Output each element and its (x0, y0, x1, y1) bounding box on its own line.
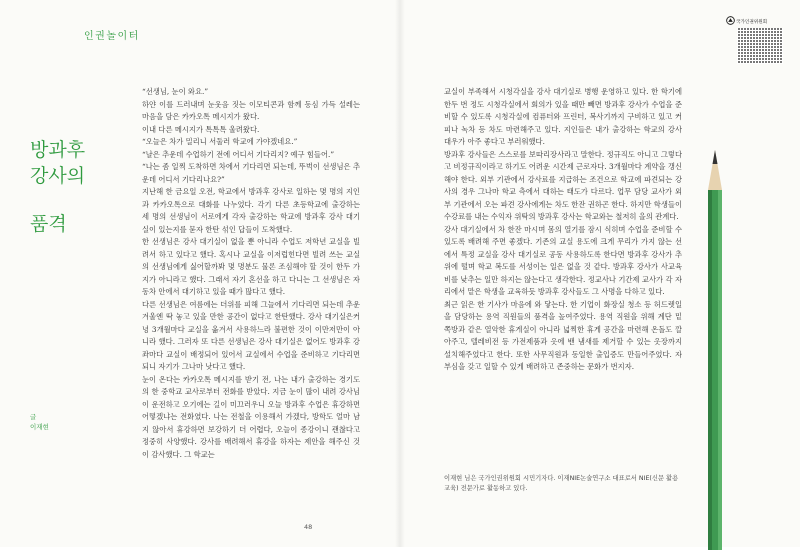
title-line: 강사의 (30, 165, 86, 187)
logo-text: 국가인권위원회 (736, 20, 768, 25)
body-column-right (444, 86, 682, 374)
page-gutter (395, 0, 405, 547)
paragraph: 이내 다른 메시지가 톡톡톡 울려왔다. (142, 124, 260, 134)
byline-author: 이재현 (30, 423, 49, 431)
article-title (30, 137, 110, 237)
title-line: 품격 (30, 213, 67, 235)
paragraph: 최근 읽은 한 기사가 마음에 와 닿는다. 한 기업이 화장실 청소 등 허드렛일을 담당하는 용역 직원들의 품격을 높여주었다. 용역 직원을 위해 계단 밑 쪽방과 같은 열악한 휴게실이 아니라 넓찍한 휴게 공간을 마련해 온돌도 깔아주고, 텔레비전 등 가전제품과 옷에 밴 냄새를 제거할 수 있는 옷장까지 설치해주었다고 한다. 또한 사무직원과 동일한 출입증도 만들어주었다. 자부심을 갖고 일할 수 있게 배려하고 존중하는 문화가 번지자. (444, 299, 682, 371)
paragraph: “선생님, 눈이 와요.” (142, 87, 209, 96)
paragraph: “오늘은 차가 밀리니 서둘러 학교에 가야겠네요.” (142, 137, 298, 146)
logo-pattern (737, 28, 783, 64)
section-label: 인권놀이터 (84, 31, 140, 42)
paragraph: “나는 좀 일찍 도착하면 차에서 기다리면 되는데, 뚜벅이 선생님은 추운데 어디서 기다리나요?” (142, 162, 360, 184)
paragraph: 강사 대기실에서 차 한잔 마시며 몸의 열기를 잠시 식히며 수업을 준비할 수 있도록 배려해 주면 좋겠다. 기존의 교실 용도에 크게 무리가 가지 않는 선에서 특정 교실을 강사 대기실로 공동 사용하도록 한다면 방과후 강사가 추위에 떨며 학교 복도를 서성이는 일은 없을 것 같다. 방과후 강사가 사교육비를 낮추는 일만 하지는 않는다고 생각한다. 정교사나 기간제 교사가 각 자리에서 맡은 학생을 교육하듯 방과후 강사들도 그 사명을 다하고 있다. (444, 224, 682, 296)
author-note: 이재현 님은 국가인권위원회 시민기자다. 이재NIE논술연구소 대표로서 NIE(신문 활용 교육) 전문가로 활동하고 있다. (444, 475, 679, 492)
pencil-illustration (700, 150, 730, 550)
paragraph: 하얀 이를 드러내며 눈웃음 짓는 이모티콘과 함께 동심 가득 설레는 마음을 담은 카카오톡 메시지가 왔다. (142, 99, 360, 121)
body-column-left (142, 86, 360, 461)
byline-label: 글 (30, 413, 37, 421)
page-number-left: 48 (304, 523, 313, 531)
nhrck-logo-icon (726, 16, 735, 25)
paragraph: 한 선생님은 강사 대기실이 없을 뿐 아니라 수업도 저학년 교실을 빌려서 하고 있다고 했다. 혹시나 교실을 이저럽힌다면 빌려 쓰는 교실의 선생님에게 싫어할까봐 몇 명분도 물론 조심해야 할 것이 한두 가지가 아니라고 했다. 그래서 자기 혼선을 하고 다니는 그 선생님은 자동차 안에서 대기하고 있을 때가 많다고 했다. (142, 237, 360, 296)
paragraph: 눈이 온다는 카카오톡 메시지를 받기 전, 나는 내가 출강하는 경기도의 한 중학교 교사로부터 전화를 받았다. 지금 눈이 많이 내려 강사님이 운전하고 오기에는 길이 미끄러우니 오늘 방과후 수업은 휴강하면 어떻겠냐는 전화였다. 나는 전철을 이용해서 가겠다, 방학도 얼마 남지 않아서 휴강하면 보강하기 더 어렵다, 오늘이 종강이니 괜찮다고 정중히 사양했다. 강사를 배려해서 휴강을 하자는 제안을 해주신 것이 감사했다. 그 학교는 (142, 374, 360, 459)
paragraph: 다른 선생님은 여름에는 더위를 피해 그늘에서 기다리면 되는데 추운 겨울엔 딱 놓고 있을 만한 공간이 없다고 한탄했다. 강사 대기실은커녕 3개월마다 교실을 옮겨서 사용하느라 불편한 것이 이만저만이 아니라 했다. 그러자 또 다른 선생님은 강사 대기실은 없어도 방과후 강좌마다 교실이 배정되어 있어서 교실에서 수업을 준비하고 기다리면 되니 자기가 그나마 낫다고 했다. (142, 299, 360, 371)
paragraph: 교실이 부족해서 시청각실을 강사 대기실로 병행 운영하고 있다. 한 학기에 한두 번 정도 시청각실에서 회의가 있을 때만 빼면 방과후 강사가 수업을 준비할 수 있도록 시청각실에 컴퓨터와 프린터, 복사기까지 구비하고 있고 커피나 녹차 등 차도 마련해주고 있다. 지인들은 내가 출강하는 학교의 강사 대우가 아주 좋다고 부러워했다. (444, 87, 682, 146)
paragraph: 방과후 강사들은 스스로를 보따리장사라고 말한다. 정규직도 아니고 그렇다고 비정규직이라고 하기도 어려운 시간제 근로자다. 3개월마다 계약을 갱신해야 한다. 외부 기관에서 강사료를 지급하는 조건으로 학교에 파견되는 강사의 경우 그나마 학교 측에서 대하는 태도가 다르다. 업무 담당 교사가 외부 기관에서 오는 파견 강사에게는 차도 한잔 권하곤 한다. 하지만 학생들이 수강료를 내는 수익자 위탁의 방과후 강사는 학교와는 철저히 을의 관계다. (444, 149, 682, 221)
title-line: 방과후 (30, 139, 86, 161)
paragraph: 지난해 한 금요일 오전, 학교에서 방과후 강사로 일하는 몇 명의 지인과 카카오톡으로 대화를 나누었다. 각기 다른 초등학교에 출강하는 세 명의 선생님이 서로에게 각자 출강하는 학교에 방과후 강사 대기실이 있는지를 묻자 한탄 섞인 답들이 도착했다. (142, 187, 360, 234)
byline (30, 412, 49, 432)
paragraph: “날은 추운데 수업하기 전에 어디서 기다리지? 예구 힘들어.” (142, 149, 335, 159)
